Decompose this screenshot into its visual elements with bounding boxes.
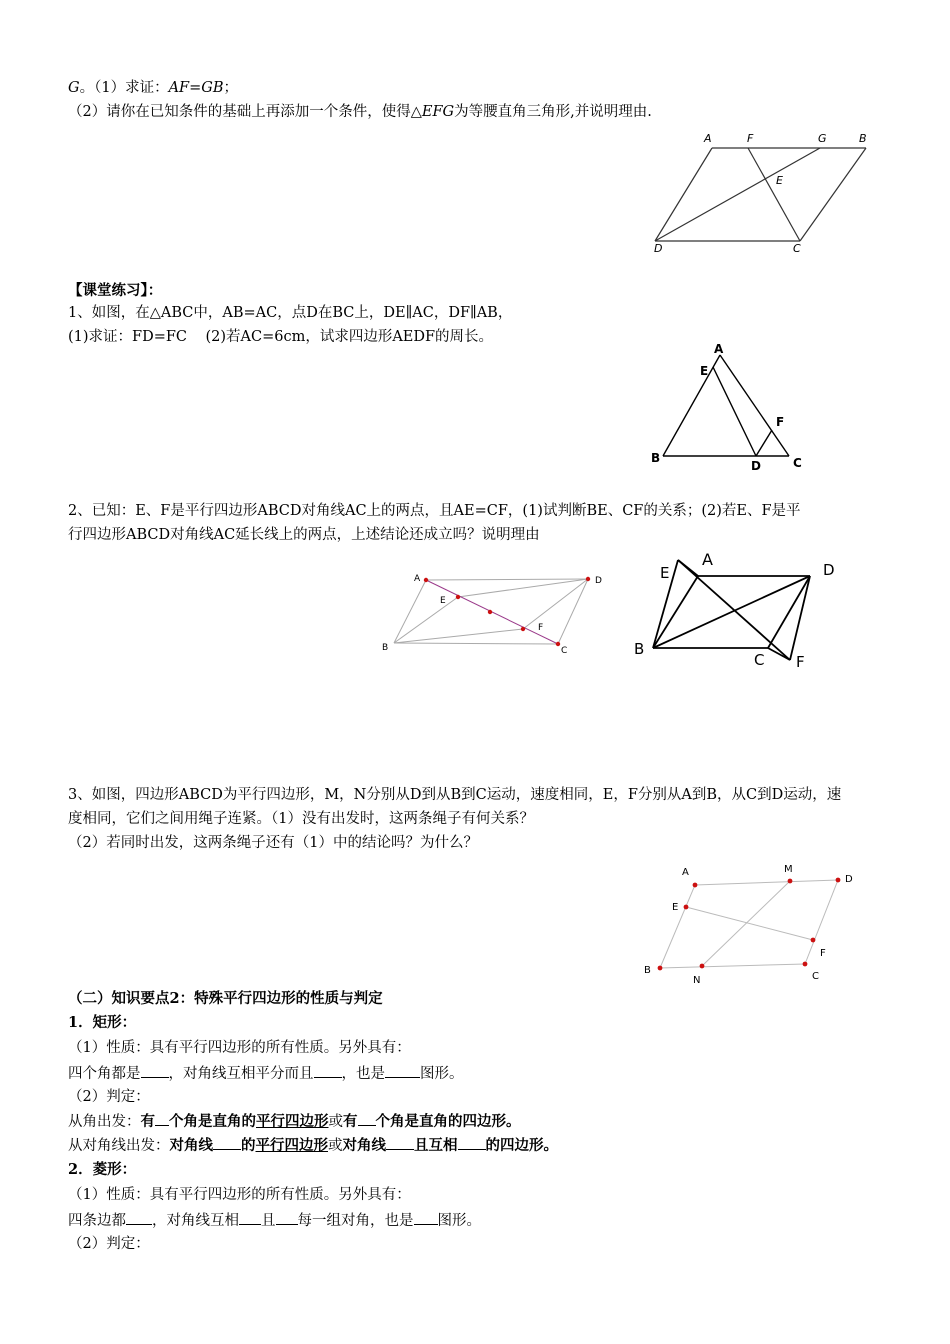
fill-blank: [239, 1210, 261, 1225]
text: 对角线: [169, 1137, 213, 1154]
label-g: G: [818, 132, 827, 145]
text: 的四边形。: [485, 1137, 558, 1154]
label-c: C: [793, 242, 801, 255]
label-b: B: [859, 132, 867, 145]
question-1-line-1: 1、如图，在△ABC中，AB=AC，点D在BC上，DE∥AC，DF∥AB，: [68, 305, 513, 321]
practice-heading: 【课堂练习】：: [68, 282, 163, 299]
text: 有: [343, 1113, 358, 1130]
text: ，对角线互相平分而且: [168, 1066, 314, 1082]
text: 从对角线出发：: [68, 1138, 170, 1154]
fill-blank: [458, 1135, 486, 1150]
fill-blank: [358, 1111, 376, 1126]
question-3-line-1: 3、如图，四边形ABCD为平行四边形，M，N分别从D到从B到C运动，速度相同，E，F分别从A到B，从C到D运动，速: [68, 787, 842, 803]
label-d: D: [595, 576, 602, 586]
rhombus-property-line: [68, 1210, 481, 1231]
label-d: D: [751, 459, 761, 473]
text: 平行四边形: [256, 1113, 329, 1130]
label-a: A: [702, 550, 713, 569]
question-3-line-3: （2）若同时出发，这两条绳子还有（1）中的结论吗？为什么？: [68, 835, 478, 851]
question-1-line-2: (1)求证：FD=FC (2)若AC=6cm，试求四边形AEDF的周长。: [68, 329, 494, 345]
text: 每一组对角，也是: [297, 1213, 414, 1229]
label-f: F: [776, 415, 785, 429]
rectangle-judge-diagonal: [68, 1135, 558, 1156]
problem-2-text-a: （2）请你在已知条件的基础上再添加一个条件，使得△: [68, 104, 422, 120]
fill-blank: [414, 1210, 438, 1225]
label-d: D: [823, 561, 835, 579]
prove-label: 。（1）求证：: [79, 80, 169, 96]
label-f: F: [747, 132, 754, 145]
rectangle-judge-angle: [68, 1111, 521, 1132]
label-a: A: [714, 342, 724, 356]
label-e: E: [776, 174, 783, 187]
text: 或: [328, 1138, 343, 1154]
label-f: F: [796, 653, 805, 671]
fill-blank: [386, 1135, 414, 1150]
label-a: A: [682, 867, 689, 878]
text: 个角是直角的四边形。: [375, 1113, 521, 1130]
rectangle-property-line: [68, 1063, 464, 1084]
text: 且互相: [414, 1137, 458, 1154]
fill-blank: [126, 1210, 152, 1225]
figure-parallelogram-efg: [640, 128, 880, 258]
label-c: C: [561, 646, 568, 656]
label-b: B: [382, 643, 389, 653]
figure-parallelogram-extension: [630, 548, 845, 673]
rectangle-title: 1．矩形：: [68, 1014, 137, 1031]
label-b: B: [644, 965, 651, 976]
label-e: E: [660, 564, 670, 582]
question-2-line-1: 2、已知：E、F是平行四边形ABCD对角线AC上的两点，且AE=CF，(1)试判断BE、CF的关系；(2)若E、F是平: [68, 503, 801, 519]
label-b: B: [634, 640, 645, 658]
figure-parallelogram-ropes: [640, 860, 865, 985]
question-3-line-2: 度相同，它们之间用绳子连紧。（1）没有出发时，这两条绳子有何关系？: [68, 811, 534, 827]
punct: ；: [223, 80, 238, 96]
label-d: D: [654, 242, 663, 255]
fill-blank: [314, 1063, 342, 1078]
figure-triangle-abc: [645, 340, 815, 475]
text: 且: [261, 1213, 276, 1229]
text: 的: [241, 1137, 256, 1154]
rhombus-property-label: （1）性质：具有平行四边形的所有性质。另外具有：: [68, 1187, 411, 1203]
label-c: C: [793, 456, 802, 470]
text: 四个角都是: [68, 1066, 141, 1082]
label-m: M: [784, 864, 793, 875]
text: 个角是直角的: [169, 1113, 256, 1130]
section-2-title: （二）知识要点2：特殊平行四边形的性质与判定: [68, 990, 383, 1007]
label-f: F: [820, 948, 826, 959]
rhombus-title: 2．菱形：: [68, 1161, 137, 1178]
label-c: C: [754, 651, 765, 669]
point-g: G: [68, 80, 80, 96]
fill-blank: [155, 1111, 169, 1126]
text: ，也是: [341, 1066, 385, 1082]
label-b: B: [651, 451, 661, 465]
label-c: C: [812, 971, 819, 982]
label-d: D: [845, 874, 853, 885]
label-f: F: [538, 623, 544, 633]
label-e: E: [700, 364, 709, 378]
text: 图形。: [437, 1213, 481, 1229]
fill-blank: [213, 1135, 241, 1150]
problem-line-2: [68, 102, 652, 122]
triangle-efg: EFG: [421, 104, 455, 120]
text: 从角出发：: [68, 1114, 141, 1130]
text: 四条边都: [68, 1213, 126, 1229]
rectangle-property-label: （1）性质：具有平行四边形的所有性质。另外具有：: [68, 1040, 411, 1056]
text: ，对角线互相: [152, 1213, 239, 1229]
fill-blank: [385, 1063, 420, 1078]
question-2-line-2: 行四边形ABCD对角线AC延长线上的两点，上述结论还成立吗？说明理由: [68, 527, 540, 543]
label-n: N: [693, 975, 701, 986]
rhombus-judge-label: （2）判定：: [68, 1236, 150, 1252]
fill-blank: [141, 1063, 169, 1078]
rectangle-judge-label: （2）判定：: [68, 1089, 150, 1105]
problem-line-1: [68, 78, 238, 98]
prove-statement: AF=GB: [168, 80, 224, 96]
fill-blank: [276, 1210, 298, 1225]
text: 或: [328, 1114, 343, 1130]
label-e: E: [672, 902, 679, 913]
label-a: A: [414, 574, 421, 584]
label-a: A: [704, 132, 712, 145]
label-e: E: [440, 596, 446, 606]
text: 图形。: [420, 1066, 464, 1082]
text: 平行四边形: [255, 1137, 328, 1154]
text: 对角线: [342, 1137, 386, 1154]
text: 有: [140, 1113, 155, 1130]
problem-2-text-b: 为等腰直角三角形,并说明理由.: [454, 104, 652, 120]
figure-parallelogram-diagonal: [378, 568, 618, 663]
